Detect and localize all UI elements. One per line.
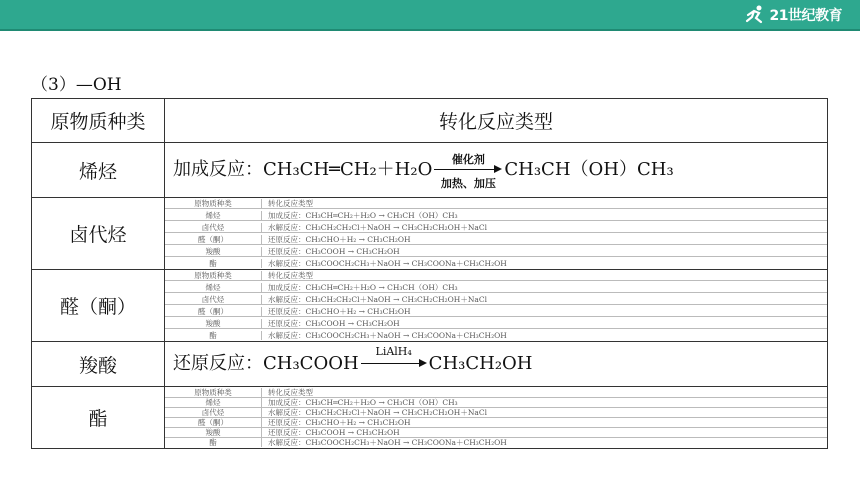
mini-row: 酯 水解反应：CH₃COOCH₂CH₃＋NaOH → CH₃COONa＋CH₃CH₂OH: [165, 259, 827, 268]
mini-row: 酯 水解反应：CH₃COOCH₂CH₃＋NaOH → CH₃COONa＋CH₃CH₂OH: [165, 331, 827, 340]
row-type-carboxylic-acid: 羧酸: [32, 342, 165, 387]
header-bar: [0, 0, 860, 31]
mini-row: 原物质种类 转化反应类型: [165, 199, 827, 209]
mini-row: 醛（酮） 还原反应：CH₃CHO＋H₂ → CH₃CH₂OH: [165, 235, 827, 245]
product: CH₃CH（OH）CH₃: [504, 159, 674, 180]
reactant: CH₃CH═CH₂＋H₂O: [263, 159, 433, 180]
row-reaction-alkene: [165, 143, 828, 198]
reaction-label: 还原反应：: [173, 353, 263, 374]
alkene-equation: [165, 151, 827, 189]
mini-row: 酯 水解反应：CH₃COOCH₂CH₃＋NaOH → CH₃COONa＋CH₃CH₂OH: [165, 438, 827, 447]
mini-row: 醛（酮） 还原反应：CH₃CHO＋H₂ → CH₃CH₂OH: [165, 307, 827, 317]
mini-row: 卤代烃 水解反应：CH₃CH₂CH₂Cl＋NaOH → CH₃CH₂CH₂OH＋NaCl: [165, 408, 827, 418]
mini-row: 羧酸 还原反应：CH₃COOH → CH₃CH₂OH: [165, 319, 827, 329]
section-heading: （3）—OH: [31, 75, 122, 95]
header-divider: [0, 29, 860, 31]
reactant: CH₃COOH: [263, 353, 359, 374]
acid-equation: [165, 345, 827, 383]
row-reaction-carboxylic-acid: [165, 342, 828, 387]
table-row: [32, 143, 828, 198]
runner-icon: [744, 5, 766, 25]
table-row: [32, 387, 828, 449]
header-col-type: 原物质种类: [32, 99, 165, 143]
condition-top: 催化剂: [451, 153, 485, 166]
brand-logo-text: 21世纪教育: [769, 8, 842, 24]
table-row: [32, 198, 828, 270]
mini-row: 原物质种类 转化反应类型: [165, 388, 827, 398]
row-type-ester: 酯: [32, 387, 165, 449]
mini-row: 卤代烃 水解反应：CH₃CH₂CH₂Cl＋NaOH → CH₃CH₂CH₂OH＋NaCl: [165, 295, 827, 305]
mini-row: 烯烃 加成反应：CH₃CH═CH₂＋H₂O → CH₃CH（OH）CH₃: [165, 398, 827, 408]
row-type-haloalkane: 卤代烃: [32, 198, 165, 270]
conversion-table: [31, 98, 828, 449]
mini-row: 原物质种类 转化反应类型: [165, 271, 827, 281]
embedded-mini-table: [165, 270, 827, 341]
reaction-arrow: [434, 151, 502, 189]
row-reaction-aldehyde: [165, 270, 828, 342]
product: CH₃CH₂OH: [428, 353, 533, 374]
mini-row: 醛（酮） 还原反应：CH₃CHO＋H₂ → CH₃CH₂OH: [165, 418, 827, 428]
embedded-mini-table: [165, 387, 827, 448]
embedded-mini-table: [165, 198, 827, 269]
row-reaction-haloalkane: [165, 198, 828, 270]
table-header-row: [32, 99, 828, 143]
mini-row: 羧酸 还原反应：CH₃COOH → CH₃CH₂OH: [165, 428, 827, 438]
reaction-label: 加成反应：: [173, 159, 263, 180]
mini-row: 烯烃 加成反应：CH₃CH═CH₂＋H₂O → CH₃CH（OH）CH₃: [165, 283, 827, 293]
row-reaction-ester: [165, 387, 828, 449]
mini-row: 羧酸 还原反应：CH₃COOH → CH₃CH₂OH: [165, 247, 827, 257]
mini-row: 卤代烃 水解反应：CH₃CH₂CH₂Cl＋NaOH → CH₃CH₂CH₂OH＋NaCl: [165, 223, 827, 233]
table-row: [32, 270, 828, 342]
reaction-arrow: [361, 345, 427, 383]
row-type-aldehyde: 醛（酮）: [32, 270, 165, 342]
mini-row: 烯烃 加成反应：CH₃CH═CH₂＋H₂O → CH₃CH（OH）CH₃: [165, 211, 827, 221]
condition-bottom: 加热、加压: [440, 177, 496, 190]
header-col-reaction: 转化反应类型: [165, 99, 828, 143]
row-type-alkene: 烯烃: [32, 143, 165, 198]
table-row: [32, 342, 828, 387]
condition-top: LiAlH₄: [375, 345, 412, 358]
brand-logo: [744, 4, 842, 26]
